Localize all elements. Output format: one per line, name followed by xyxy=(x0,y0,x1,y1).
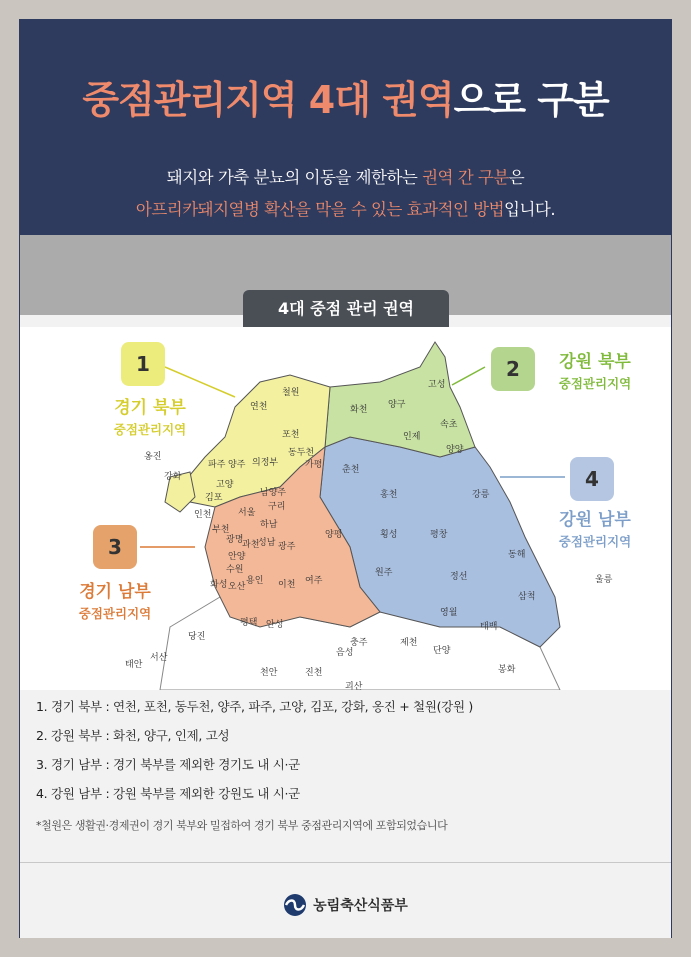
map-place-label: 춘천 xyxy=(342,465,360,475)
map-place-label: 용인 xyxy=(246,576,264,586)
region-name: 경기 북부 xyxy=(114,398,186,418)
region-label-1 xyxy=(75,393,225,438)
map-place-label: 양양 xyxy=(446,445,464,455)
subtitle-highlight: 권역 간 구분 xyxy=(422,168,509,187)
map-place-label: 태백 xyxy=(480,622,498,632)
subtitle-text: 은 xyxy=(508,168,525,187)
region-label-4 xyxy=(530,505,660,550)
region-number-3 xyxy=(93,525,137,569)
region-number-text: 3 xyxy=(108,535,122,559)
region-sub: 중점관리지역 xyxy=(78,606,152,621)
subtitle-text: 입니다. xyxy=(504,200,556,219)
map-place-label: 양평 xyxy=(325,530,343,540)
map-place-label: 광명 xyxy=(226,535,244,545)
map-place-label: 강화 xyxy=(164,472,182,482)
map-place-label: 이천 xyxy=(278,580,296,590)
ministry-logo xyxy=(20,893,671,921)
page-title xyxy=(19,69,672,124)
map-place-label: 정선 xyxy=(450,572,468,582)
map-place-label: 과천 xyxy=(242,540,260,550)
region-sub: 중점관리지역 xyxy=(113,422,187,437)
map-place-label: 원주 xyxy=(375,568,393,578)
map-place-label: 화성 xyxy=(210,580,228,590)
poster-frame xyxy=(19,19,672,938)
map-place-label: 수원 xyxy=(226,565,244,575)
map-place-label: 인천 xyxy=(194,510,212,520)
map-place-label: 횡성 xyxy=(380,530,398,540)
map-place-label: 양주 xyxy=(228,460,246,470)
region-list xyxy=(36,697,473,813)
map-place-label: 충주 xyxy=(350,638,368,648)
map-place-label: 의정부 xyxy=(252,458,279,468)
map-place-label: 삼척 xyxy=(518,592,536,602)
map-place-label: 남양주 xyxy=(260,488,287,498)
map-place-label: 동두천 xyxy=(288,448,315,458)
title-rest: 으로 구분 xyxy=(453,78,609,122)
region-number-2 xyxy=(491,347,535,391)
map-place-label: 동해 xyxy=(508,550,526,560)
region-sub: 중점관리지역 xyxy=(558,534,632,549)
map-place-label: 서산 xyxy=(150,653,168,663)
region-name: 강원 북부 xyxy=(559,352,631,372)
map-place-label: 평창 xyxy=(430,530,448,540)
subtitle-line2 xyxy=(19,196,672,220)
map-place-label: 하남 xyxy=(260,520,278,530)
map-place-label: 고양 xyxy=(216,480,234,490)
map-place-label: 제천 xyxy=(400,638,418,648)
map-place-label: 인제 xyxy=(403,432,421,442)
map-place-label: 음성 xyxy=(336,648,354,658)
map-place-label: 고성 xyxy=(428,380,446,390)
map-place-label: 봉화 xyxy=(498,665,516,675)
list-item: 4. 강원 남부 : 강원 북부를 제외한 강원도 내 시·군 xyxy=(36,786,300,801)
subtitle-text: 돼지와 가축 분뇨의 이동을 제한하는 xyxy=(166,168,423,187)
footnote: *철원은 생활권·경제권이 경기 북부와 밀접하여 경기 북부 중점관리지역에 포함되었습니다 xyxy=(36,819,448,832)
map-place-label: 영월 xyxy=(440,608,458,618)
region-sub: 중점관리지역 xyxy=(558,376,632,391)
region-number-text: 1 xyxy=(136,352,150,376)
government-emblem-icon xyxy=(283,893,307,917)
map-place-label: 단양 xyxy=(433,646,451,656)
map-place-label: 여주 xyxy=(305,576,323,586)
section-badge: 4대 중점 관리 권역 xyxy=(243,290,449,327)
map-place-label: 연천 xyxy=(250,402,268,412)
map-place-label: 속초 xyxy=(440,420,458,430)
map-place-label: 안양 xyxy=(228,552,246,562)
map-place-label: 안성 xyxy=(266,620,284,630)
region-label-2 xyxy=(535,347,655,392)
map-place-label: 화천 xyxy=(350,405,368,415)
map-place-label: 태안 xyxy=(125,660,143,670)
content-panel xyxy=(20,235,671,938)
map-place-label: 홍천 xyxy=(380,490,398,500)
list-item: 2. 강원 북부 : 화천, 양구, 인제, 고성 xyxy=(36,728,230,743)
map-place-label: 강릉 xyxy=(472,490,490,500)
map-place-label: 양구 xyxy=(388,400,406,410)
region-number-4 xyxy=(570,457,614,501)
title-highlight: 중점관리지역 4대 권역 xyxy=(82,78,454,122)
map-place-label: 옹진 xyxy=(144,452,162,462)
map-place-label: 진천 xyxy=(305,668,323,678)
region-label-3 xyxy=(45,577,185,622)
map-place-label: 당진 xyxy=(188,632,206,642)
map-place-label: 오산 xyxy=(228,582,246,592)
map-place-label: 광주 xyxy=(278,542,296,552)
region-number-1 xyxy=(121,342,165,386)
map-place-label: 가평 xyxy=(305,460,323,470)
list-item: 1. 경기 북부 : 연천, 포천, 동두천, 양주, 파주, 고양, 김포, 강화, 옹진 + 철원(강원 ) xyxy=(36,699,473,714)
subtitle-highlight: 아프리카돼지열병 확산을 막을 수 있는 효과적인 방법 xyxy=(135,200,505,219)
map-place-label: 철원 xyxy=(282,388,300,398)
map-place-label: 울릉 xyxy=(595,575,613,585)
region-map xyxy=(20,327,671,690)
map-place-label: 천안 xyxy=(260,668,278,678)
divider xyxy=(20,862,671,863)
map-place-label: 서울 xyxy=(238,508,256,518)
map-place-label: 부천 xyxy=(212,525,230,535)
pointer-line-2 xyxy=(452,367,485,385)
subtitle-line1 xyxy=(19,164,672,188)
map-place-label: 파주 xyxy=(208,460,226,470)
list-item: 3. 경기 남부 : 경기 북부를 제외한 경기도 내 시·군 xyxy=(36,757,300,772)
region-number-text: 4 xyxy=(585,467,599,491)
map-place-label: 포천 xyxy=(282,430,300,440)
map-place-label: 평택 xyxy=(240,618,258,628)
map-place-label: 김포 xyxy=(205,493,223,503)
map-place-label: 괴산 xyxy=(345,682,363,690)
map-place-label: 성남 xyxy=(258,538,276,548)
map-place-label: 구리 xyxy=(268,502,286,512)
region-number-text: 2 xyxy=(506,357,520,381)
region-name: 경기 남부 xyxy=(79,582,151,602)
region-name: 강원 남부 xyxy=(559,510,631,530)
ministry-name: 농림축산식품부 xyxy=(313,898,408,914)
